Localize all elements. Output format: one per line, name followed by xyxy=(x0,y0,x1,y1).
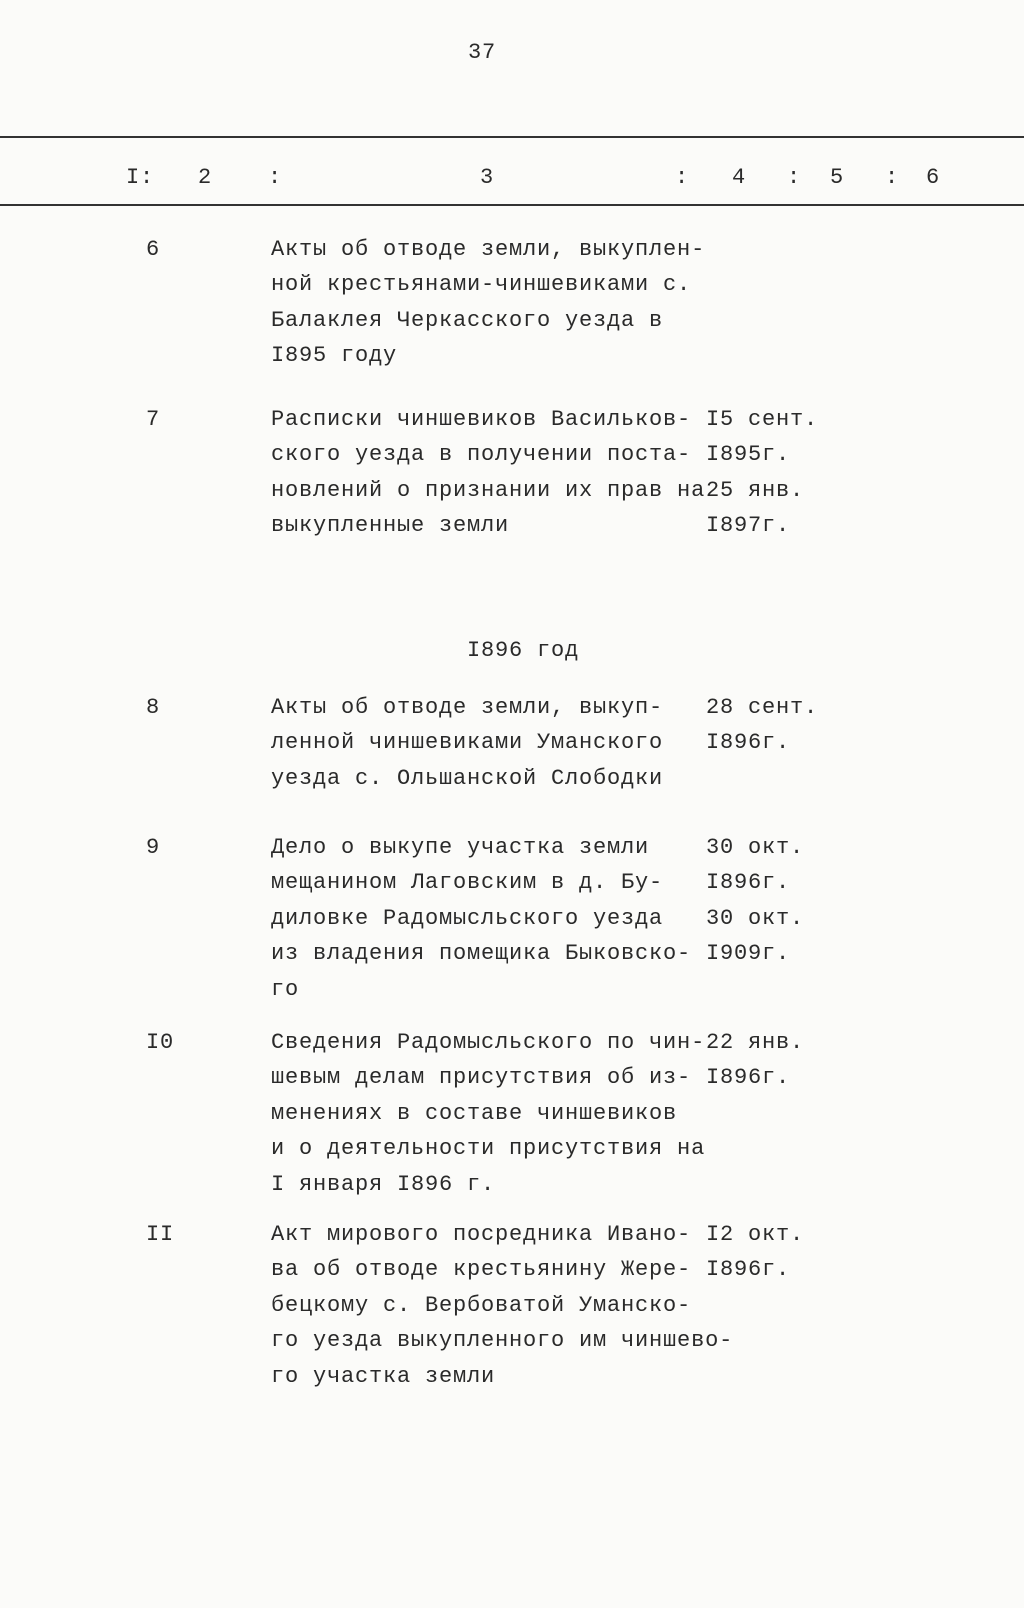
description-line: Расписки чиншевиков Васильков- xyxy=(271,407,692,432)
header-col-3: 3 xyxy=(480,165,495,190)
entry-dates xyxy=(706,402,818,544)
section-heading: I896 год xyxy=(467,638,580,663)
entry-dates xyxy=(706,1217,804,1288)
description-line: ленной чиншевиками Уманского xyxy=(271,730,664,756)
entry-description xyxy=(271,232,705,374)
page-number: 37 xyxy=(468,40,497,65)
description-line: выкупленные земли xyxy=(271,513,510,539)
date-line: I5 сент. xyxy=(706,407,819,432)
date-line: I896г. xyxy=(706,730,791,756)
date-line: I896г. xyxy=(706,1257,791,1283)
header-col-2: 2 xyxy=(198,165,213,190)
header-col-5: 5 xyxy=(830,165,845,190)
description-line: бецкому с. Вербоватой Уманско- xyxy=(271,1292,692,1318)
top-rule xyxy=(0,136,1024,138)
description-line: Балаклея Черкасского уезда в xyxy=(271,307,664,333)
header-col-6: 6 xyxy=(926,165,941,190)
description-line: и о деятельности присутствия на xyxy=(271,1136,706,1162)
date-line: I897г. xyxy=(706,513,791,539)
entry-number: 7 xyxy=(146,407,161,432)
description-line: ского уезда в получении поста- xyxy=(271,442,692,468)
description-line: ва об отводе крестьянину Жере- xyxy=(271,1257,692,1283)
date-line: 30 окт. xyxy=(706,835,805,860)
description-line: Сведения Радомысльского по чин- xyxy=(271,1030,706,1055)
description-line: го уезда выкупленного им чиншево- xyxy=(271,1328,734,1354)
date-line: I896г. xyxy=(706,1065,791,1091)
description-line: диловке Радомысльского уезда xyxy=(271,905,664,931)
header-sep: : xyxy=(885,165,900,190)
entry-dates xyxy=(706,830,804,972)
entry-number: I0 xyxy=(146,1030,175,1055)
description-line: Акт мирового посредника Ивано- xyxy=(271,1222,692,1247)
date-line: I909г. xyxy=(706,941,791,967)
date-line: I896г. xyxy=(706,870,791,896)
entry-description xyxy=(271,690,663,796)
entry-number: 8 xyxy=(146,695,161,720)
entry-number: 9 xyxy=(146,835,161,860)
description-line: ной крестьянами-чиншевиками с. xyxy=(271,272,692,298)
description-line: го xyxy=(271,976,300,1002)
entry-dates xyxy=(706,1025,804,1096)
header-sep: : xyxy=(787,165,802,190)
description-line: менениях в составе чиншевиков xyxy=(271,1100,678,1126)
description-line: из владения помещика Быковско- xyxy=(271,941,692,967)
date-line: 22 янв. xyxy=(706,1030,805,1055)
description-line: уезда с. Ольшанской Слободки xyxy=(271,765,664,791)
date-line: 30 окт. xyxy=(706,905,805,931)
description-line: Дело о выкупе участка земли xyxy=(271,835,650,860)
entry-dates xyxy=(706,690,818,761)
description-line: мещанином Лаговским в д. Бу- xyxy=(271,870,664,896)
description-line: I января I896 г. xyxy=(271,1171,496,1197)
entry-description xyxy=(271,1217,733,1394)
description-line: Акты об отводе земли, выкуп- xyxy=(271,695,664,720)
entry-description xyxy=(271,402,705,544)
header-bottom-rule xyxy=(0,204,1024,206)
date-line: 25 янв. xyxy=(706,477,805,503)
description-line: новлений о признании их прав на xyxy=(271,477,706,503)
description-line: Акты об отводе земли, выкуплен- xyxy=(271,237,706,262)
header-col-1: I: xyxy=(126,165,155,190)
header-sep: : xyxy=(675,165,690,190)
entry-number: 6 xyxy=(146,237,161,262)
header-sep: : xyxy=(268,165,283,190)
header-col-4: 4 xyxy=(732,165,747,190)
entry-number: II xyxy=(146,1222,175,1247)
date-line: 28 сент. xyxy=(706,695,819,720)
date-line: I895г. xyxy=(706,442,791,468)
entry-description xyxy=(271,1025,705,1202)
description-line: I895 году xyxy=(271,343,398,369)
description-line: го участка земли xyxy=(271,1363,496,1389)
date-line: I2 окт. xyxy=(706,1222,805,1247)
entry-description xyxy=(271,830,691,1007)
description-line: шевым делам присутствия об из- xyxy=(271,1065,692,1091)
